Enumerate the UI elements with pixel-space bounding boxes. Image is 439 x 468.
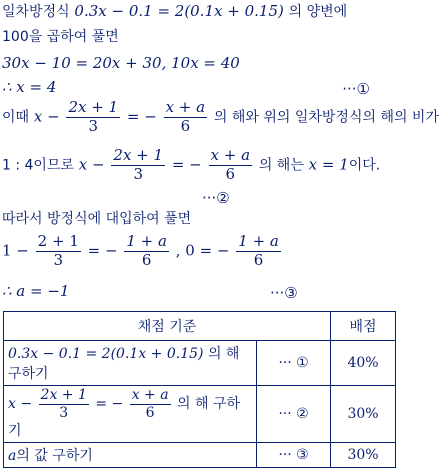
denominator: 3	[59, 404, 69, 421]
fraction	[236, 234, 281, 269]
math-var: x	[78, 155, 88, 174]
step-marker-1: ···①	[342, 80, 370, 98]
step-marker-cell: ··· ②	[257, 386, 331, 443]
fraction	[209, 148, 253, 183]
denominator: 6	[180, 116, 191, 135]
math-op: , 0 = −	[175, 241, 230, 260]
fraction	[164, 100, 208, 135]
line-6	[2, 148, 380, 183]
line-3: 30x − 10 = 20x + 30, 10x = 40	[2, 54, 240, 72]
fraction	[111, 148, 165, 183]
line-10: ∴ a = −1	[2, 282, 70, 300]
math-op: = −	[126, 107, 157, 126]
criteria-text: 의 해 구하기	[8, 346, 240, 382]
criteria-cell	[4, 386, 257, 443]
denominator: 6	[253, 250, 264, 269]
math-var: x	[33, 107, 43, 126]
denominator: 3	[88, 116, 99, 135]
math-op: = −	[171, 155, 202, 174]
text-segment: 의 해는	[258, 157, 304, 174]
table-row	[4, 443, 396, 468]
line-4: ∴ x = 4	[2, 78, 57, 96]
line-8: 따라서 방정식에 대입하여 풀면	[2, 211, 192, 227]
numerator: x + a	[165, 98, 206, 116]
numerator: x + a	[131, 387, 169, 403]
line-1	[2, 4, 347, 19]
math-op: x −	[8, 396, 33, 413]
text-segment: 1 : 4이므로	[2, 157, 75, 174]
step-marker-cell: ··· ③	[257, 443, 331, 468]
math-op: = −	[87, 241, 118, 260]
fraction	[66, 100, 120, 135]
line-5	[2, 100, 439, 135]
text-segment: 의 해와 위의 일차방정식의 해의 비가	[213, 109, 439, 126]
criteria-text: 의 해 구하기	[8, 396, 241, 440]
criteria-text: 의 값 구하기	[16, 448, 93, 465]
score-cell: 30%	[331, 386, 396, 443]
denominator: 6	[225, 164, 236, 183]
math-var: a	[8, 448, 17, 465]
header-score: 배점	[331, 312, 396, 341]
numerator: x + a	[210, 146, 251, 164]
numerator: 1 + a	[126, 232, 167, 250]
numerator: 2 + 1	[37, 232, 79, 250]
fraction	[39, 388, 89, 420]
denominator: 6	[145, 404, 155, 421]
criteria-cell	[4, 341, 257, 386]
step-marker-cell: ··· ①	[257, 341, 331, 386]
fraction	[124, 234, 169, 269]
line-2: 100을 곱하여 풀면	[2, 29, 119, 45]
header-criteria: 채점 기준	[4, 312, 331, 341]
numerator: 2x + 1	[40, 387, 87, 403]
text-segment: 이때	[2, 109, 30, 126]
step-marker-3: ···③	[270, 284, 298, 302]
denominator: 3	[53, 250, 64, 269]
score-cell: 40%	[331, 341, 396, 386]
text-segment: 이다.	[348, 157, 381, 174]
denominator: 6	[141, 250, 152, 269]
fraction	[130, 388, 171, 420]
table-header-row	[4, 312, 396, 341]
equation: 0.3x − 0.1 = 2(0.1x + 0.15)	[8, 346, 204, 362]
table-row	[4, 341, 396, 386]
text-segment: 일차방정식	[2, 4, 70, 20]
math-op: −	[92, 155, 105, 174]
table-row	[4, 386, 396, 443]
numerator: 1 + a	[238, 232, 279, 250]
line-9	[2, 234, 283, 269]
math-op: 1 −	[2, 241, 29, 260]
numerator: 2x + 1	[68, 98, 119, 116]
math-op: = −	[95, 396, 124, 413]
score-cell: 30%	[331, 443, 396, 468]
numerator: 2x + 1	[113, 146, 164, 164]
solution: x = 1	[308, 155, 349, 174]
equation: 0.3x − 0.1 = 2(0.1x + 0.15)	[74, 2, 284, 20]
fraction	[36, 234, 81, 269]
grading-table	[3, 311, 396, 468]
text-segment: 의 양변에	[288, 4, 348, 20]
step-marker-2: ···②	[202, 189, 230, 207]
criteria-cell	[4, 443, 257, 468]
math-op: −	[47, 107, 60, 126]
denominator: 3	[133, 164, 143, 183]
